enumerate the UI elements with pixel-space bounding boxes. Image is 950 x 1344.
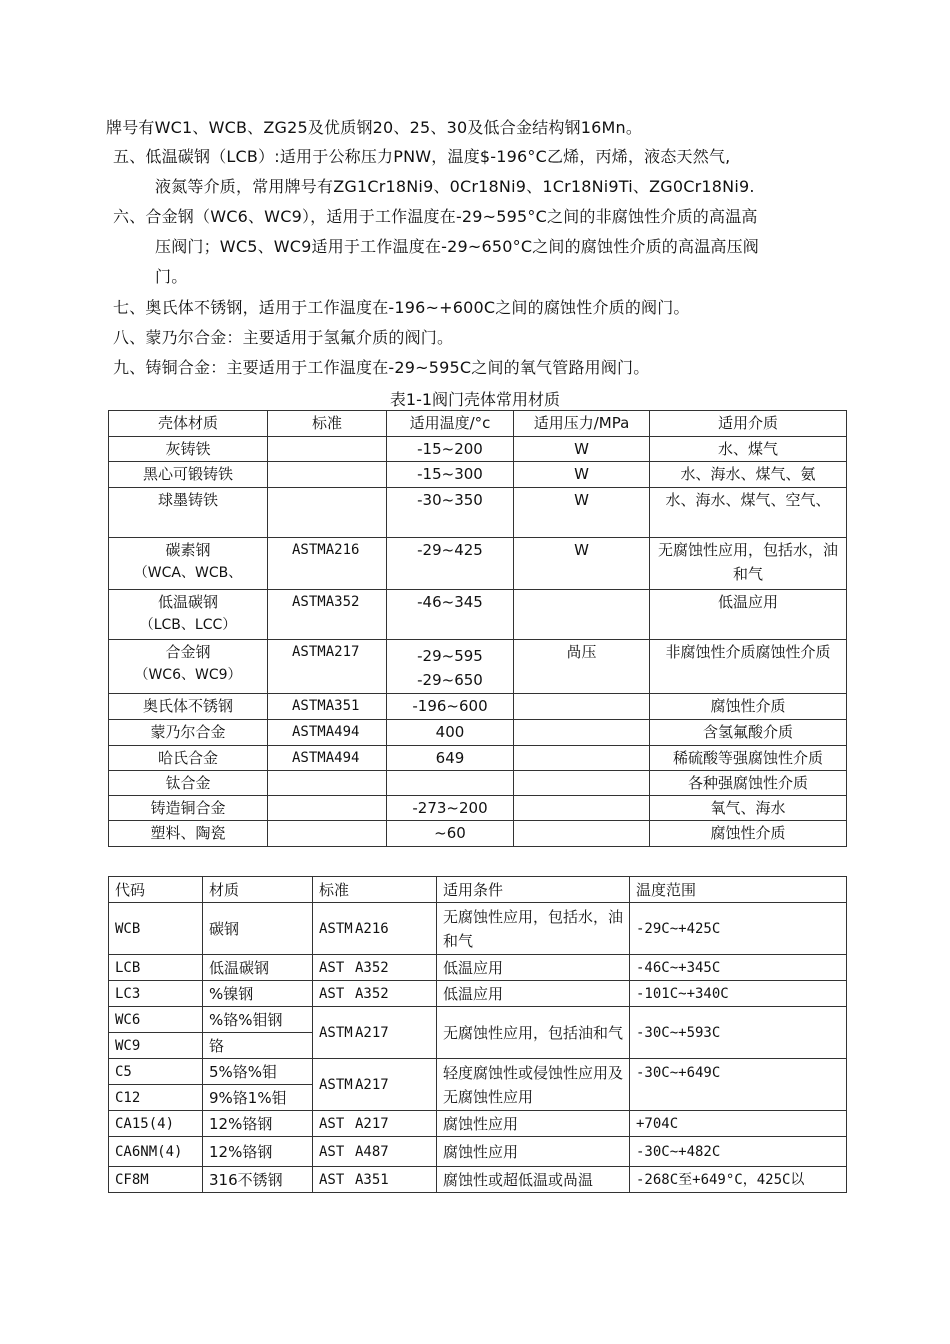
material-cell: %铬%钼钢 xyxy=(203,1007,313,1033)
temp-cell xyxy=(387,640,514,694)
header-cell: 材质 xyxy=(203,877,313,903)
header-cell: 适用温度/°c xyxy=(387,411,514,437)
temp-range-cell: -101C~+340C xyxy=(630,981,847,1007)
table-row xyxy=(109,1137,847,1167)
temp-cell: 649 xyxy=(387,746,514,771)
code-cell: C5 xyxy=(109,1059,203,1085)
medium-cell: 无腐蚀性应用，包括水，油和气 xyxy=(650,538,847,590)
table-row xyxy=(109,981,847,1007)
std-prefix: ASTM xyxy=(319,1076,353,1093)
medium-cell: 低温应用 xyxy=(650,590,847,640)
pressure-cell xyxy=(514,746,650,771)
code-cell: WC9 xyxy=(109,1033,203,1059)
temp-cell: -29~425 xyxy=(387,538,514,590)
table1-caption: 表1-1阀门壳体常用材质 xyxy=(389,390,561,409)
temp-range-cell: -30C~+593C xyxy=(630,1007,847,1059)
condition-cell: 腐蚀性应用 xyxy=(437,1137,630,1167)
temp-cell: -46~345 xyxy=(387,590,514,640)
table-row xyxy=(109,955,847,981)
table-row xyxy=(109,746,847,771)
paragraph-low-temp-carbon-steel: 五、低温碳钢（LCB）:适用于公称压力PNW，温度$-196°C乙烯，丙烯，液态天然气, xyxy=(113,147,731,166)
temp-range-cell: -46C~+345C xyxy=(630,955,847,981)
material-name: 低温碳钢 xyxy=(157,593,218,611)
material-cell: 灰铸铁 xyxy=(109,437,268,462)
code-cell: LCB xyxy=(109,955,203,981)
table-row xyxy=(109,590,847,640)
material-cell: 5%铬%钼 xyxy=(203,1059,313,1085)
header-cell: 标准 xyxy=(268,411,387,437)
material-cell: 钛合金 xyxy=(109,771,268,796)
medium-cell: 腐蚀性介质 xyxy=(650,821,847,847)
table-row xyxy=(109,538,847,590)
material-name: 合金钢 xyxy=(165,643,211,661)
paragraph-cast-copper-alloy: 九、铸铜合金：主要适用于工作温度在-29~595C之间的氧气管路用阀门。 xyxy=(113,358,650,377)
standard-cell xyxy=(313,1137,437,1167)
material-cell xyxy=(109,640,268,694)
standard-cell xyxy=(268,488,387,538)
table-row xyxy=(109,462,847,488)
material-cell: 9%铬1%钼 xyxy=(203,1085,313,1111)
material-grade: （WC6、WC9） xyxy=(134,667,242,683)
pressure-cell: W xyxy=(514,462,650,488)
standard-cell xyxy=(313,981,437,1007)
table-row xyxy=(109,488,847,538)
table-row xyxy=(109,1167,847,1193)
material-cell: 黑心可锻铸铁 xyxy=(109,462,268,488)
temp-cell: 400 xyxy=(387,720,514,746)
code-cell: WC6 xyxy=(109,1007,203,1033)
header-cell: 标准 xyxy=(313,877,437,903)
material-cell: 12%铬钢 xyxy=(203,1111,313,1137)
medium-cell: 腐蚀性介质 xyxy=(650,694,847,720)
paragraph-alloy-steel: 六、合金钢（WC6、WC9），适用于工作温度在-29~595°C之间的非腐蚀性介质的高温高 xyxy=(113,207,758,226)
code-cell: CA6NM(4) xyxy=(109,1137,203,1167)
temp-cell: -15~300 xyxy=(387,462,514,488)
medium-cell: 水、煤气 xyxy=(650,437,847,462)
material-cell xyxy=(109,538,268,590)
temp-range-cell: -29C~+425C xyxy=(630,903,847,955)
table-row xyxy=(109,437,847,462)
temp-value: -29~595 xyxy=(417,647,483,665)
table-row xyxy=(109,796,847,821)
temp-range-cell: +704C xyxy=(630,1111,847,1137)
standard-cell xyxy=(268,771,387,796)
material-cell: 球墨铸铁 xyxy=(109,488,268,538)
standard-cell xyxy=(313,1007,437,1059)
temp-range-cell: -30C~+482C xyxy=(630,1137,847,1167)
condition-cell: 无腐蚀性应用，包括油和气 xyxy=(437,1007,630,1059)
standard-cell xyxy=(268,796,387,821)
paragraph-alloy-steel-end: 门。 xyxy=(155,267,188,286)
standard-cell xyxy=(268,462,387,488)
pressure-cell xyxy=(514,821,650,847)
material-cell: 铬 xyxy=(203,1033,313,1059)
material-grade: （LCB、LCC） xyxy=(139,617,237,633)
material-cell: 12%铬钢 xyxy=(203,1137,313,1167)
std-prefix: AST xyxy=(319,1143,345,1160)
pressure-cell xyxy=(514,590,650,640)
table-row xyxy=(109,640,847,694)
condition-cell: 低温应用 xyxy=(437,955,630,981)
pressure-cell xyxy=(514,796,650,821)
standard-cell xyxy=(313,1167,437,1193)
table-row xyxy=(109,1111,847,1137)
temp-cell: -30~350 xyxy=(387,488,514,538)
condition-cell: 无腐蚀性应用，包括水，油和气 xyxy=(437,903,630,955)
code-cell: WCB xyxy=(109,903,203,955)
std-number: A217 xyxy=(355,1115,389,1132)
paragraph-monel-alloy: 八、蒙乃尔合金：主要适用于氢氟介质的阀门。 xyxy=(113,328,454,347)
std-prefix: ASTM xyxy=(319,920,353,937)
material-cell: 哈氏合金 xyxy=(109,746,268,771)
code-cell: CF8M xyxy=(109,1167,203,1193)
std-number: A217 xyxy=(355,1076,389,1093)
material-cell xyxy=(109,590,268,640)
temp-cell xyxy=(387,771,514,796)
header-cell: 适用压力/MPa xyxy=(514,411,650,437)
std-number: A217 xyxy=(355,1024,389,1041)
material-cell: 低温碳钢 xyxy=(203,955,313,981)
medium-cell: 稀硫酸等强腐蚀性介质 xyxy=(650,746,847,771)
material-cell: 铸造铜合金 xyxy=(109,796,268,821)
code-cell: CA15(4) xyxy=(109,1111,203,1137)
standard-cell xyxy=(268,437,387,462)
material-cell: 奥氏体不锈钢 xyxy=(109,694,268,720)
paragraph-grade-list: 牌号有WC1、WCB、ZG25及优质钢20、25、30及低合金结构钢16Mn。 xyxy=(106,118,643,137)
medium-cell: 含氢氟酸介质 xyxy=(650,720,847,746)
standard-cell: ASTMA494 xyxy=(268,746,387,771)
material-cell: 316不锈钢 xyxy=(203,1167,313,1193)
table-row xyxy=(109,903,847,955)
std-prefix: AST xyxy=(319,959,345,976)
material-cell: %镍钢 xyxy=(203,981,313,1007)
material-name: 碳素钢 xyxy=(165,541,211,559)
standard-cell: ASTMA494 xyxy=(268,720,387,746)
medium-cell: 各种强腐蚀性介质 xyxy=(650,771,847,796)
table-row xyxy=(109,694,847,720)
std-prefix: AST xyxy=(319,1115,345,1132)
std-prefix: AST xyxy=(319,1171,345,1188)
medium-cell: 氧气、海水 xyxy=(650,796,847,821)
paragraph-austenitic-stainless: 七、奥氏体不锈钢，适用于工作温度在-196~+600C之间的腐蚀性介质的阀门。 xyxy=(113,298,690,317)
table-row xyxy=(109,1059,847,1085)
condition-cell: 轻度腐蚀性或侵蚀性应用及无腐蚀性应用 xyxy=(437,1059,630,1111)
table-header-row xyxy=(109,877,847,903)
temp-cell: -273~200 xyxy=(387,796,514,821)
temp-range-cell: -268C至+649°C，425C以 xyxy=(630,1167,847,1193)
medium-cell: 非腐蚀性介质腐蚀性介质 xyxy=(650,640,847,694)
std-prefix: AST xyxy=(319,985,345,1002)
temp-range-cell: -30C~+649C xyxy=(630,1059,847,1111)
header-cell: 壳体材质 xyxy=(109,411,268,437)
table-row xyxy=(109,821,847,847)
standard-cell: ASTMA351 xyxy=(268,694,387,720)
table-row xyxy=(109,771,847,796)
standard-cell xyxy=(268,821,387,847)
condition-cell: 腐蚀性或超低温或咼温 xyxy=(437,1167,630,1193)
header-cell: 温度范围 xyxy=(630,877,847,903)
header-cell: 适用介质 xyxy=(650,411,847,437)
pressure-cell: W xyxy=(514,437,650,462)
pressure-cell xyxy=(514,771,650,796)
material-cell: 碳钢 xyxy=(203,903,313,955)
condition-cell: 腐蚀性应用 xyxy=(437,1111,630,1137)
table-row xyxy=(109,720,847,746)
pressure-cell: 咼压 xyxy=(514,640,650,694)
valve-body-material-table xyxy=(108,410,847,847)
temp-cell: ~60 xyxy=(387,821,514,847)
standard-cell xyxy=(313,1059,437,1111)
material-cell: 塑料、陶瓷 xyxy=(109,821,268,847)
medium-cell: 水、海水、煤气、空气、 xyxy=(650,488,847,538)
pressure-cell: W xyxy=(514,488,650,538)
standard-cell: ASTMA216 xyxy=(268,538,387,590)
std-prefix: ASTM xyxy=(319,1024,353,1041)
paragraph-low-temp-carbon-steel-cont: 液氮等介质，常用牌号有ZG1Cr18Ni9、0Cr18Ni9、1Cr18Ni9Ti、ZG0Cr18Ni9. xyxy=(155,177,755,196)
table-header-row xyxy=(109,411,847,437)
standard-cell: ASTMA217 xyxy=(268,640,387,694)
pressure-cell xyxy=(514,694,650,720)
material-grade: （WCA、WCB、 xyxy=(133,565,243,581)
std-number: A351 xyxy=(355,1171,389,1188)
std-number: A216 xyxy=(355,920,389,937)
standard-cell xyxy=(313,903,437,955)
valve-material-code-table xyxy=(108,876,847,1193)
code-cell: LC3 xyxy=(109,981,203,1007)
code-cell: C12 xyxy=(109,1085,203,1111)
temp-cell: -15~200 xyxy=(387,437,514,462)
material-cell: 蒙乃尔合金 xyxy=(109,720,268,746)
temp-cell: -196~600 xyxy=(387,694,514,720)
header-cell: 代码 xyxy=(109,877,203,903)
table-row xyxy=(109,1007,847,1033)
standard-cell: ASTMA352 xyxy=(268,590,387,640)
pressure-cell xyxy=(514,720,650,746)
temp-value-2: -29~650 xyxy=(417,671,483,689)
std-number: A352 xyxy=(355,985,389,1002)
std-number: A487 xyxy=(355,1143,389,1160)
standard-cell xyxy=(313,955,437,981)
standard-cell xyxy=(313,1111,437,1137)
medium-cell: 水、海水、煤气、氨 xyxy=(650,462,847,488)
condition-cell: 低温应用 xyxy=(437,981,630,1007)
std-number: A352 xyxy=(355,959,389,976)
pressure-cell: W xyxy=(514,538,650,590)
header-cell: 适用条件 xyxy=(437,877,630,903)
paragraph-alloy-steel-cont: 压阀门；WC5、WC9适用于工作温度在-29~650°C之间的腐蚀性介质的高温高压阀 xyxy=(155,237,759,256)
